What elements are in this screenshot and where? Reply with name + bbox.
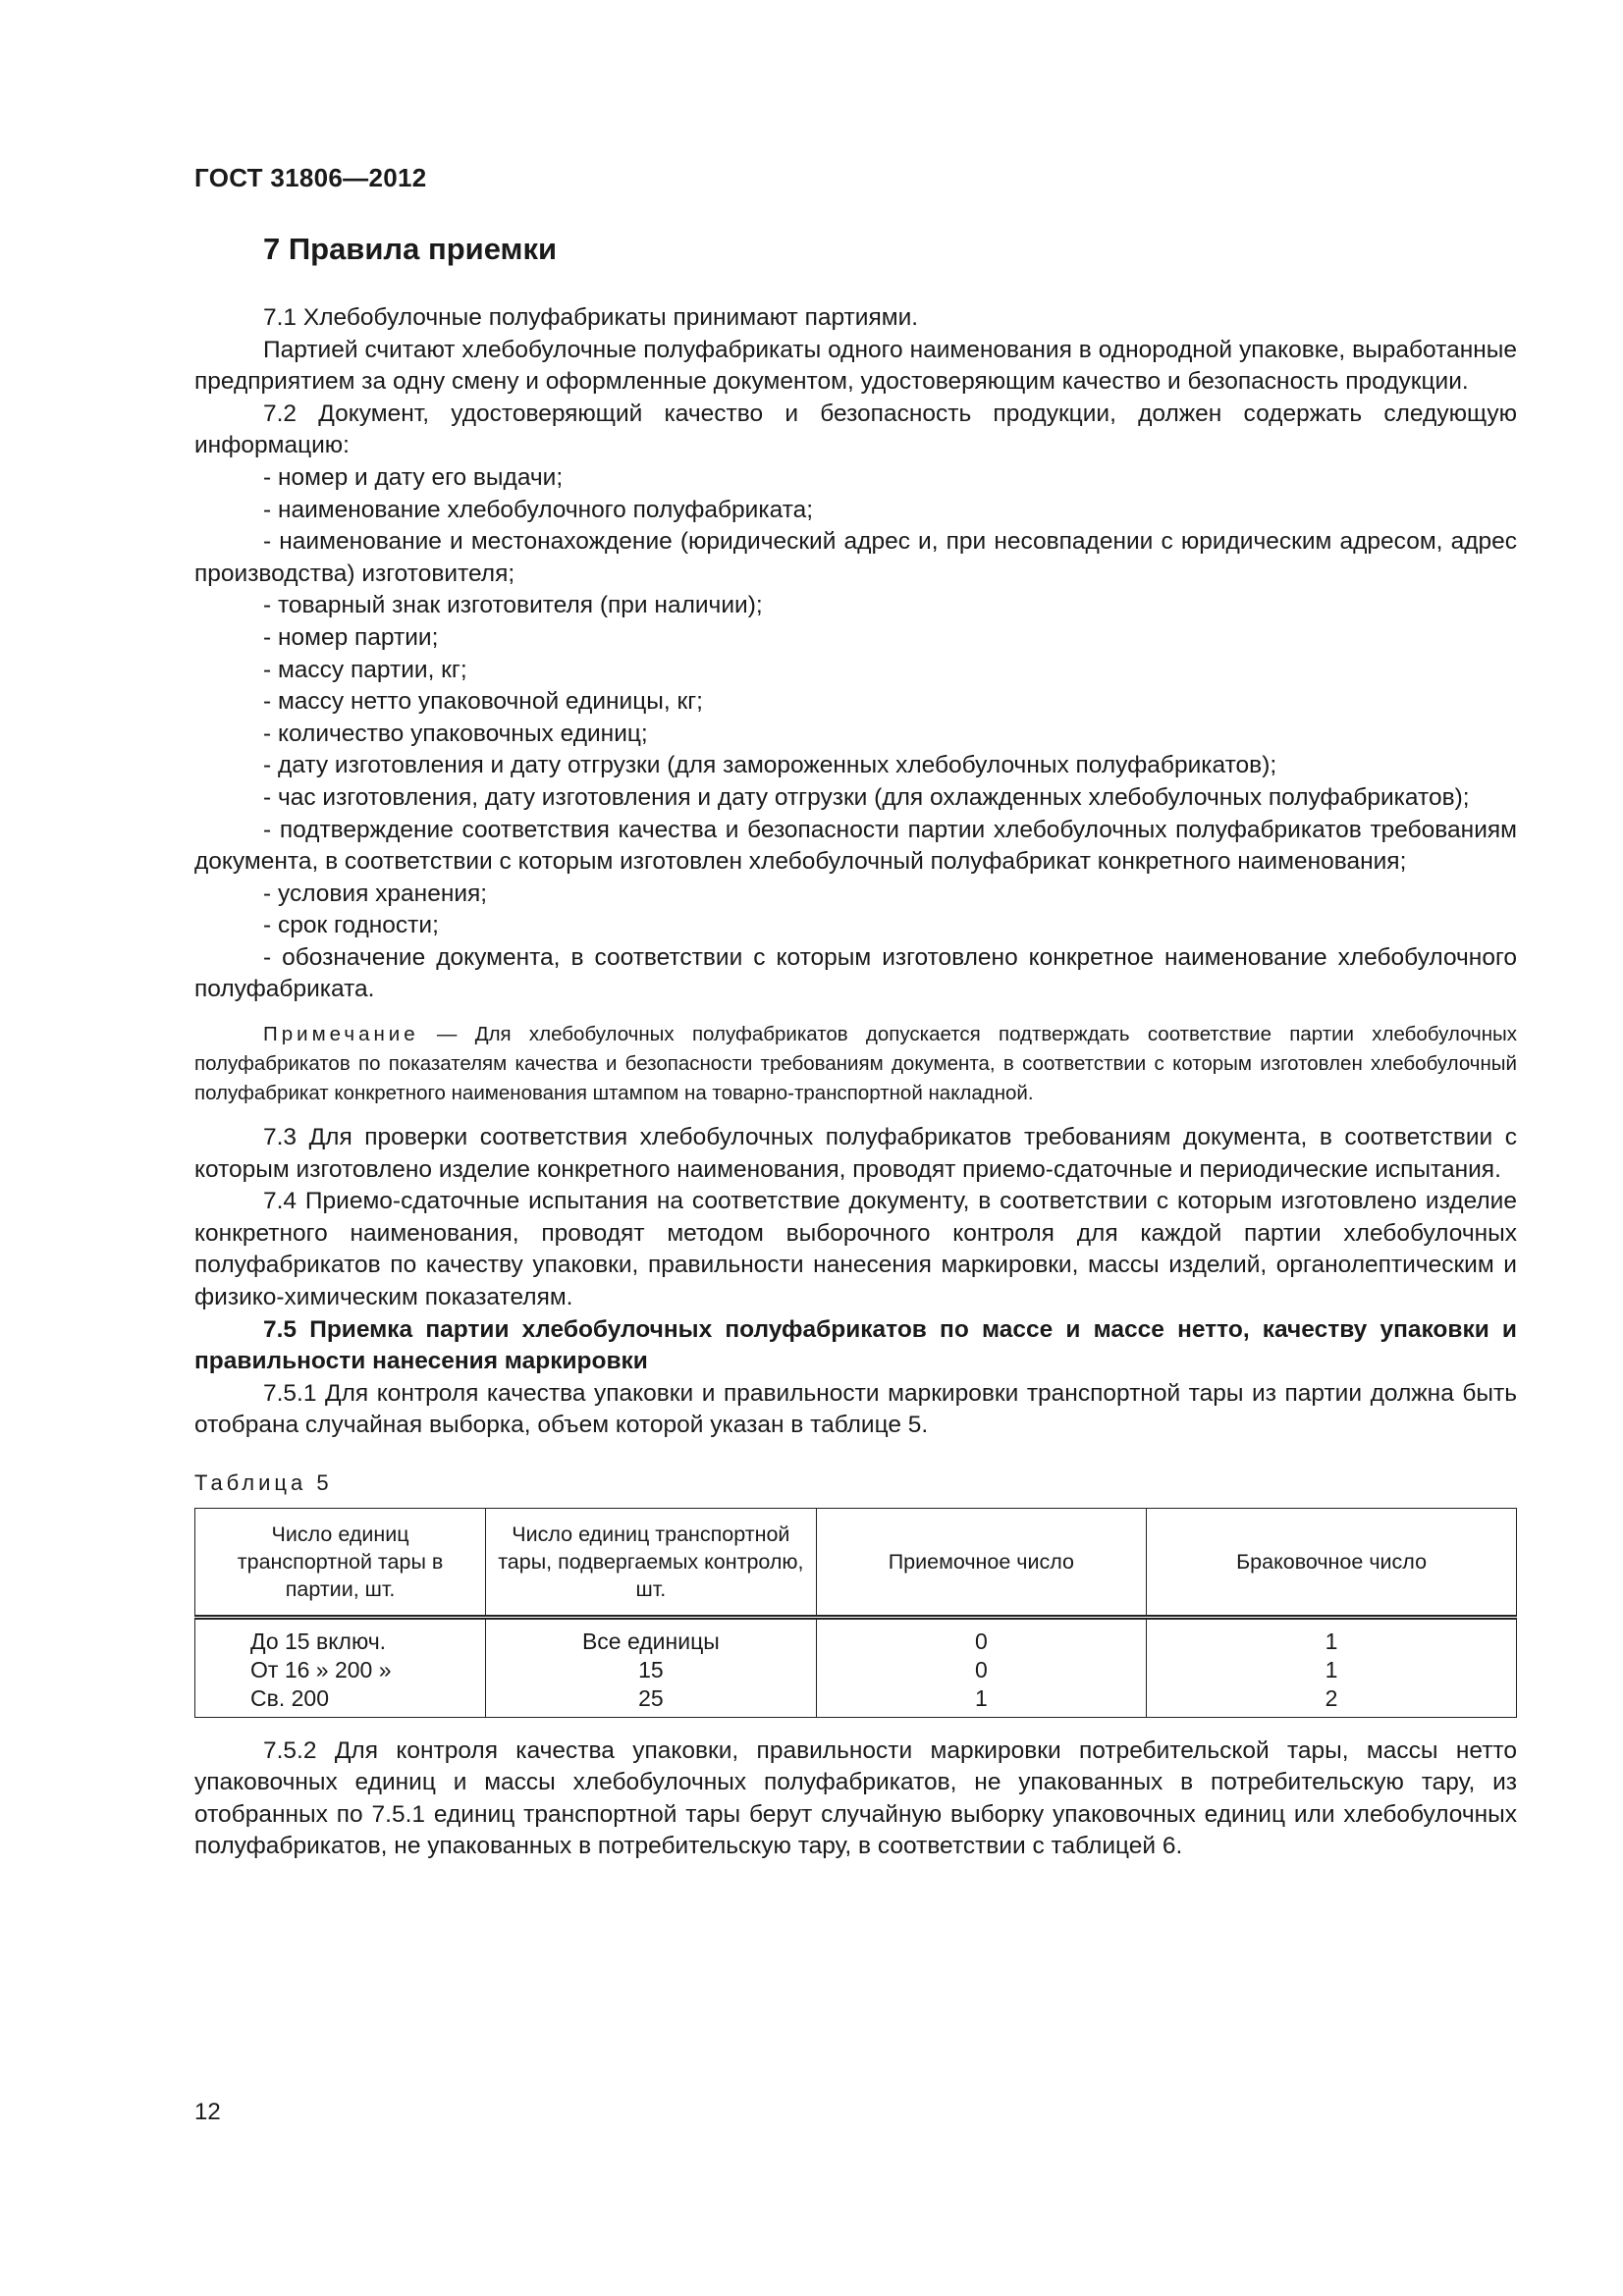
- table-row: [195, 1656, 1517, 1684]
- list-item: - час изготовления, дату изготовления и дату отгрузки (для охлажденных хлебобулочных полуфабрикатов);: [263, 783, 1470, 811]
- table-cell: От 16 » 200 »: [195, 1656, 486, 1684]
- table-cell: Св. 200: [195, 1684, 486, 1718]
- table-cell: 15: [486, 1656, 817, 1684]
- table-caption: Таблица 5: [194, 1470, 333, 1495]
- document-body: [194, 302, 1517, 1863]
- list-item: - количество упаковочных единиц;: [263, 720, 648, 747]
- list-item: - массу нетто упаковочной единицы, кг;: [263, 688, 703, 716]
- column-header: Браковочное число: [1147, 1508, 1517, 1617]
- table-cell: До 15 включ.: [195, 1617, 486, 1656]
- table-cell: 0: [816, 1656, 1147, 1684]
- list-item: - подтверждение соответствия качества и безопасности партии хлебобулочных полуфабрикатов требованиям документа, в соответствии с которым изготовлен хлебобулочный полуфабрикат конкретного наименования;: [194, 816, 1517, 876]
- subsection-7-5-title: 7.5 Приемка партии хлебобулочных полуфабрикатов по массе и массе нетто, качеству упаковки и правильности нанесения маркировки: [194, 1315, 1517, 1375]
- table-row: [195, 1684, 1517, 1718]
- paragraph-7-4: 7.4 Приемо-сдаточные испытания на соответствие документу, в соответствии с которым изготовлено изделие конкретного наименования, проводят методом выборочного контроля для каждой партии хлебобулочных полуфабрикатов по качеству упаковки, правильности нанесения маркировки, массы изделий, органолептическим и физико-химическим показателям.: [194, 1188, 1517, 1311]
- list-item: - наименование и местонахождение (юридический адрес и, при несовпадении с юридическим адресом, адрес производства) изготовителя;: [194, 528, 1517, 587]
- table-cell: 1: [1147, 1656, 1517, 1684]
- paragraph-7-5-1: 7.5.1 Для контроля качества упаковки и правильности маркировки транспортной тары из партии должна быть отобрана случайная выборка, объем которой указан в таблице 5.: [194, 1379, 1517, 1439]
- list-item: - массу партии, кг;: [263, 656, 467, 683]
- note: [194, 1020, 1517, 1108]
- document-code: ГОСТ 31806—2012: [194, 163, 427, 192]
- table-cell: 0: [816, 1617, 1147, 1656]
- list-item: - номер и дату его выдачи;: [263, 463, 564, 491]
- table-row: [195, 1617, 1517, 1656]
- table-cell: 2: [1147, 1684, 1517, 1718]
- paragraph-7-2: 7.2 Документ, удостоверяющий качество и безопасность продукции, должен содержать следующую информацию:: [194, 400, 1517, 459]
- section-title: 7 Правила приемки: [263, 232, 558, 266]
- note-label: Примечание: [263, 1023, 419, 1046]
- list-item: - номер партии;: [263, 623, 439, 651]
- list-item: - срок годности;: [263, 912, 439, 939]
- column-header: Число единиц транспортной тары, подвергаемых контролю, шт.: [486, 1508, 817, 1617]
- table-header-row: [195, 1508, 1517, 1617]
- table-5: [194, 1508, 1517, 1718]
- paragraph-batch-definition: Партией считают хлебобулочные полуфабрикаты одного наименования в однородной упаковке, выработанные предприятием за одну смену и оформленные документом, удостоверяющим качество и безопасность продукции.: [194, 336, 1517, 396]
- paragraph-7-3: 7.3 Для проверки соответствия хлебобулочных полуфабрикатов требованиям документа, в соответствии с которым изготовлено изделие конкретного наименования, проводят приемо-сдаточные и периодические испытания.: [194, 1124, 1517, 1183]
- paragraph-7-5-2: 7.5.2 Для контроля качества упаковки, правильности маркировки потребительской тары, массы нетто упаковочных единиц и массы хлебобулочных полуфабрикатов, не упакованных в потребительскую тару, из отобранных по 7.5.1 единиц транспортной тары берут случайную выборку упаковочных единиц или хлебобулочных полуфабрикатов, не упакованных в потребительскую тару, в соответствии с таблицей 6.: [194, 1736, 1517, 1860]
- list-item: - условия хранения;: [263, 880, 488, 907]
- paragraph-7-1: 7.1 Хлебобулочные полуфабрикаты принимают партиями.: [263, 304, 919, 331]
- column-header: Приемочное число: [816, 1508, 1147, 1617]
- table-cell: 25: [486, 1684, 817, 1718]
- list-item: - товарный знак изготовителя (при наличии);: [263, 592, 763, 619]
- table-cell: 1: [816, 1684, 1147, 1718]
- table-cell: Все единицы: [486, 1617, 817, 1656]
- list-item: - наименование хлебобулочного полуфабриката;: [263, 496, 814, 523]
- list-item: - дату изготовления и дату отгрузки (для замороженных хлебобулочных полуфабрикатов);: [263, 752, 1277, 779]
- note-text: — Для хлебобулочных полуфабрикатов допускается подтверждать соответствие партии хлебобулочных полуфабрикатов по показателям качества и безопасности требованиям документа, в соответствии с которым изготовлен хлебобулочный полуфабрикат конкретного наименования штампом на товарно-транспортной накладной.: [194, 1023, 1517, 1105]
- column-header: Число единиц транспортной тары в партии, шт.: [195, 1508, 486, 1617]
- page-number: 12: [194, 2099, 221, 2125]
- table-cell: 1: [1147, 1617, 1517, 1656]
- list-item: - обозначение документа, в соответствии с которым изготовлено конкретное наименование хлебобулочного полуфабриката.: [194, 943, 1517, 1003]
